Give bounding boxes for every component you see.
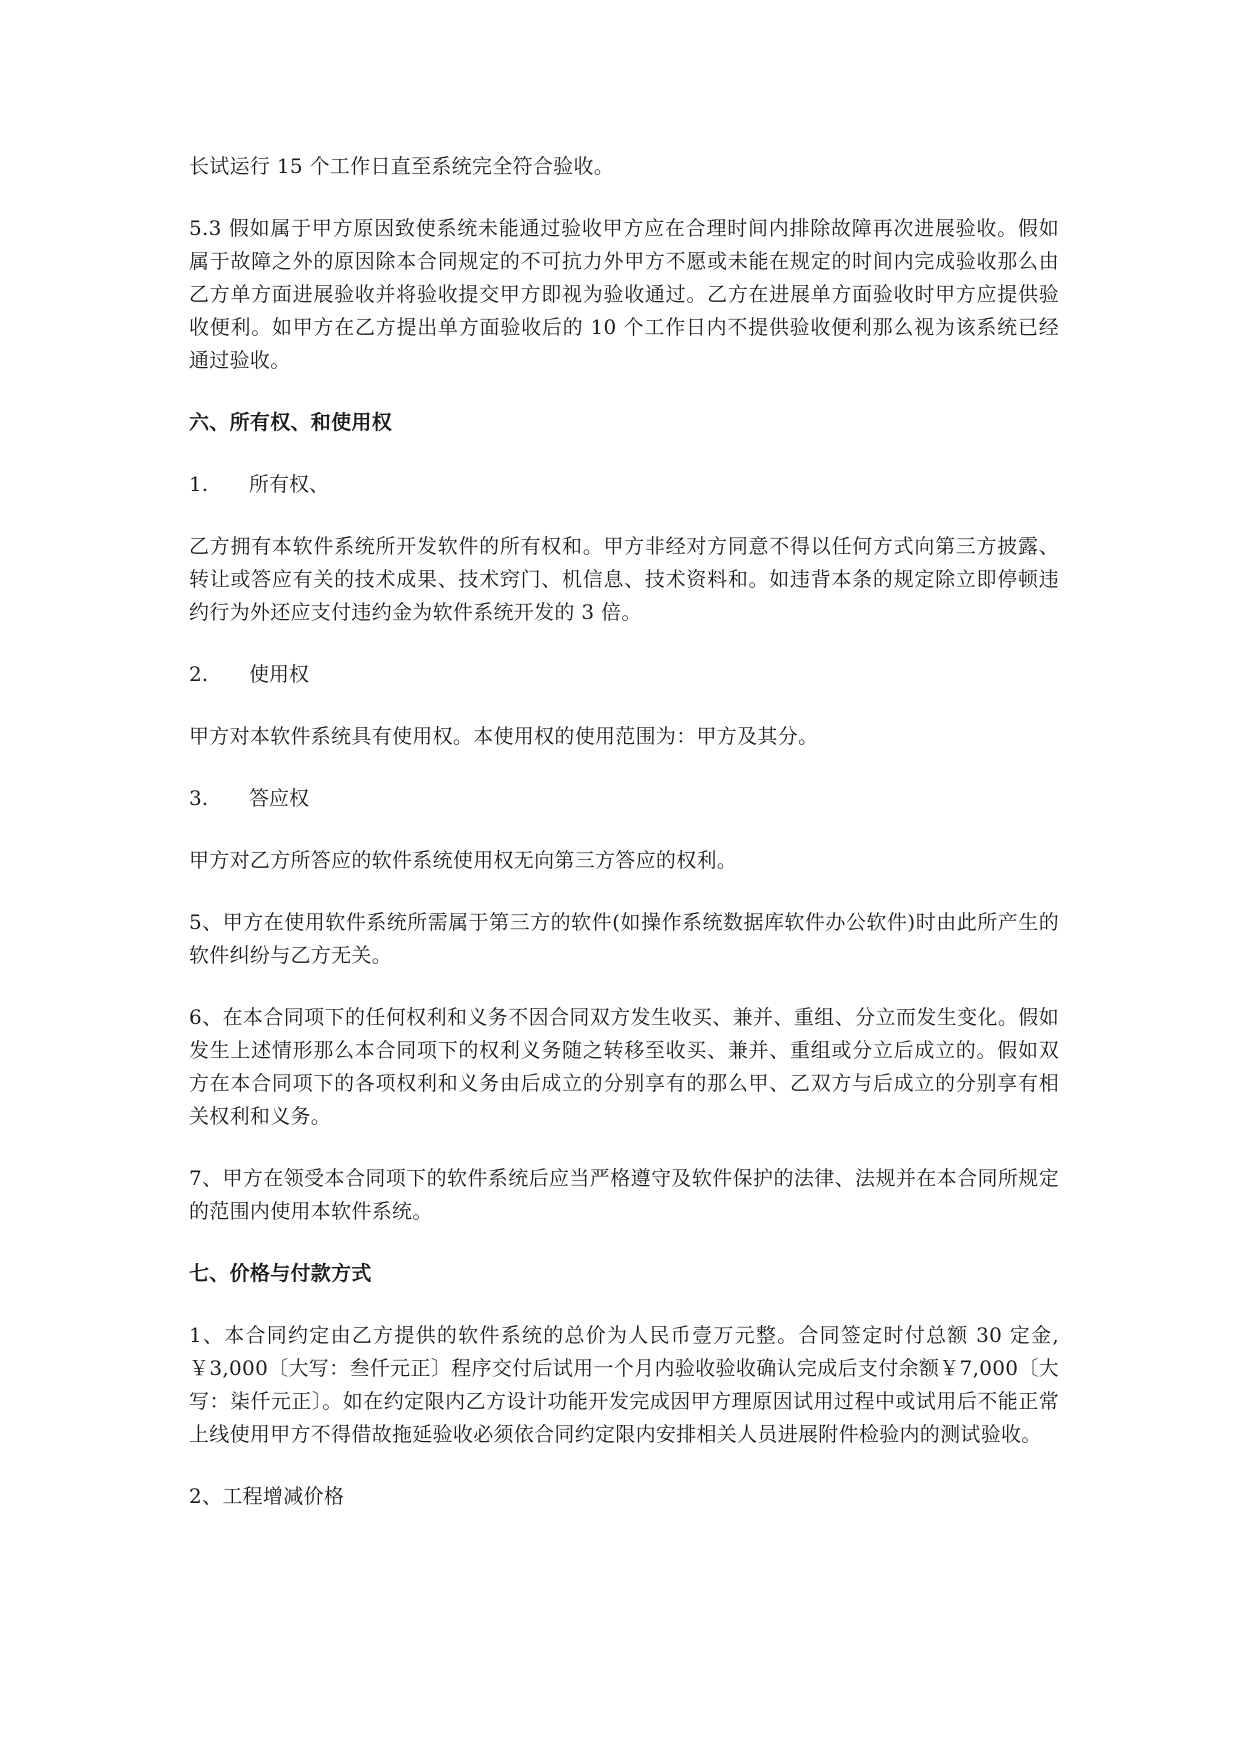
list-item-number: 3. (189, 786, 209, 810)
paragraph-merger: 6、在本合同项下的任何权利和义务不因合同双方发生收买、兼并、重组、分立而发生变化。假如发生上述情形那么本合同项下的权利义务随之转移至收买、兼并、重组或分立后成立的。假如双方在本合同项下的各项权利和义务由后成立的分别享有的那么甲、乙双方与后成立的分别享有相关权利和义务。 (189, 1005, 1059, 1128)
paragraph-price-adjustment: 2、工程增减价格 (189, 1484, 345, 1508)
paragraph-third-party-software: 5、甲方在使用软件系统所需属于第三方的软件(如操作系统数据库软件办公软件)时由此所产生的软件纠纷与乙方无关。 (189, 910, 1059, 967)
list-item-license-right (189, 782, 1059, 815)
paragraph-compliance: 7、甲方在领受本合同项下的软件系统后应当严格遵守及软件保护的法律、法规并在本合同所规定的范围内使用本软件系统。 (189, 1166, 1059, 1223)
paragraph-usage-right: 甲方对本软件系统具有使用权。本使用权的使用范围为：甲方及其分。 (189, 724, 819, 748)
list-item-label: 所有权、 (249, 472, 329, 496)
list-item-label: 使用权 (249, 662, 309, 686)
paragraph-trial-run: 长试运行 15 个工作日直至系统完全符合验收。 (189, 154, 615, 178)
list-item-ownership (189, 468, 1059, 501)
section-heading-ownership: 六、所有权、和使用权 (189, 410, 392, 434)
paragraph-license-right: 甲方对乙方所答应的软件系统使用权无向第三方答应的权利。 (189, 848, 738, 872)
list-item-label: 答应权 (249, 786, 309, 810)
paragraph-clause-5-3: 5.3 假如属于甲方原因致使系统未能通过验收甲方应在合理时间内排除故障再次进展验收。假如属于故障之外的原因除本合同规定的不可抗力外甲方不愿或未能在规定的时间内完成验收那么由乙方单方面进展验收并将验收提交甲方即视为验收通过。乙方在进展单方面验收时甲方应提供验收便利。如甲方在乙方提出单方面验收后的 10 个工作日内不提供验收便利那么视为该系统已经通过验收。 (189, 216, 1059, 372)
list-item-usage-right (189, 658, 1059, 691)
paragraph-total-price: 1、本合同约定由乙方提供的软件系统的总价为人民币壹万元整。合同签定时付总额 30 定金,￥3,000〔大写：叁仟元正〕程序交付后试用一个月内验收验收确认完成后支付余额￥7,000〔大写：柒仟元正〕。如在约定限内乙方设计功能开发完成因甲方理原因试用过程中或试用后不能正常上线使用甲方不得借故拖延验收必须依合同约定限内安排相关人员进展附件检验内的测试验收。 (189, 1323, 1059, 1446)
paragraph-ownership: 乙方拥有本软件系统所开发软件的所有权和。甲方非经对方同意不得以任何方式向第三方披露、转让或答应有关的技术成果、技术窍门、机信息、技术资料和。如违背本条的规定除立即停顿违约行为外还应支付违约金为软件系统开发的 3 倍。 (189, 534, 1059, 624)
list-item-number: 1. (189, 472, 209, 496)
document-page (189, 150, 1059, 1542)
section-heading-price: 七、价格与付款方式 (189, 1261, 372, 1285)
list-item-number: 2. (189, 662, 209, 686)
